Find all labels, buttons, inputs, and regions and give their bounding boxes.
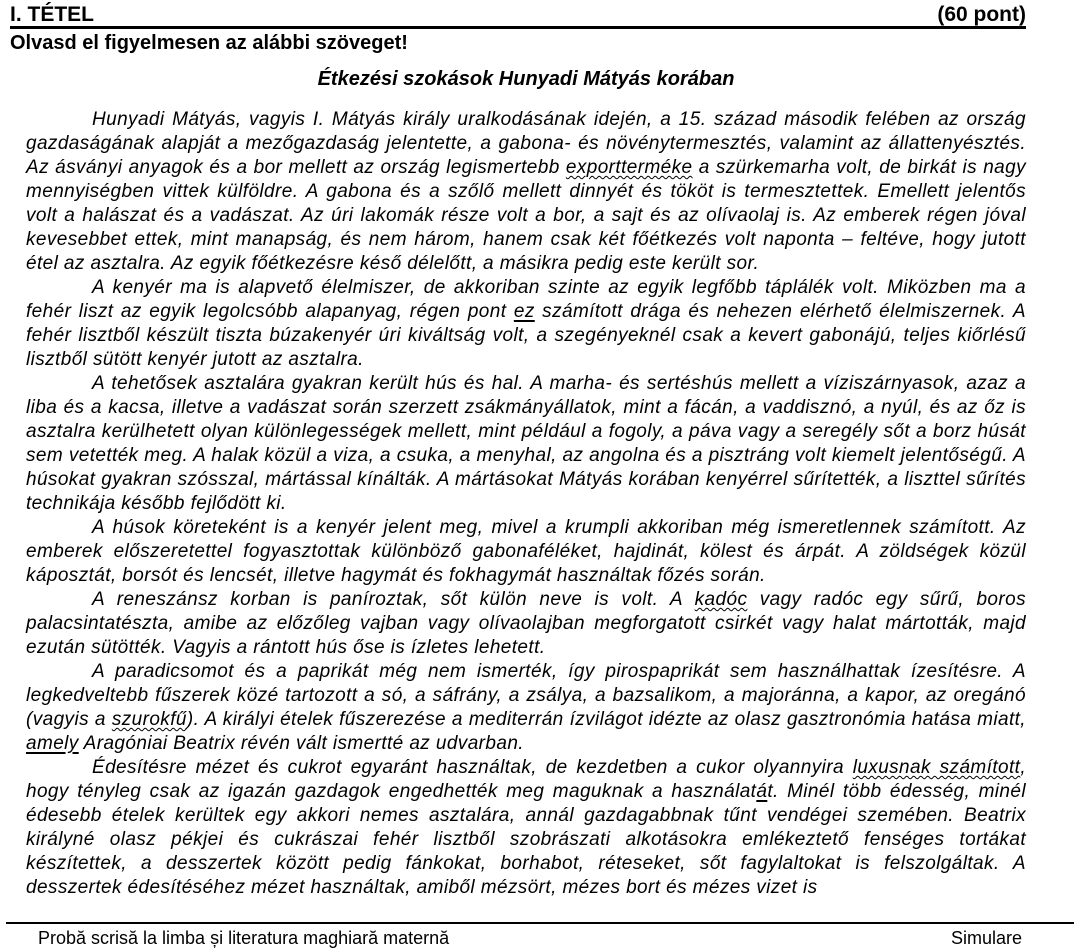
paragraph xyxy=(26,108,1026,276)
text-run: ). A királyi ételek fűszerezése a mediterrán ízvilágot idézte az olasz gasztronómia hatása miatt, xyxy=(186,709,1026,730)
text-run: számított drága és nehezen elérhető élelmiszernek. A fehér lisztből készült tiszta búzakenyér úri kiváltság volt, a szegényeknél csak a kevert gabonájú, teljes kiőrlésű lisztből sütött kenyér jutott az asztalra. xyxy=(26,301,1026,370)
wavy-underlined-term: exportterméke xyxy=(565,157,693,178)
text-title: Étkezési szokások Hunyadi Mátyás korában xyxy=(317,68,735,90)
text-run: Édesítésre mézet és cukrot egyaránt használtak, de kezdetben a cukor olyannyira xyxy=(92,757,853,778)
paragraph xyxy=(26,756,1026,900)
section-title: I. TÉTEL xyxy=(10,3,94,26)
underlined-term: amely xyxy=(26,733,79,754)
instruction-text: Olvasd el figyelmesen az alábbi szöveget! xyxy=(10,32,408,54)
paragraph xyxy=(26,588,1026,660)
text-run: a szürkemarha volt, de birkát is nagy mennyiségben vittek külföldre. A gabona és a szőlő mellett dinnyét és tököt is termesztettek. Emellett jelentős volt a halászat és a vadászat. Az úri lakomák része volt a bor, a sajt és az olívaolaj is. Az emberek régen jóval kevesebbet ettek, mint manapság, és nem három, hanem csak két főétkezés volt naponta – feltéve, hogy jutott étel az asztalra. Az egyik főétkezésre késő délelőtt, a másikra pedig este került sor. xyxy=(26,157,1026,274)
wavy-underlined-term: kadóc xyxy=(694,589,748,610)
text-run: A reneszánsz korban is paníroztak, sőt külön neve is volt. A xyxy=(92,589,695,610)
footer-text-row xyxy=(0,924,1080,948)
text-run: A tehetősek asztalára gyakran került hús és hal. A marha- és sertéshús mellett a víziszárnyasok, azaz a liba és a kacsa, illetve a vadászat során szerzett zsákmányállatok, mint a fácán, a vaddisznó, a nyúl, és az őz is asztalra kerülhetett olyan különlegességek mellett, mint például a fogoly, a páva vagy a seregély sőt a borz húsát sem vetették meg. A halak közül a viza, a csuka, a menyhal, az angolna és a pisztráng volt kiemelt jelentőségű. A húsokat gyakran szósszal, mártással kínálták. A mártásokat Mátyás korában kenyérrel sűrítették, a liszttel sűrítés technikája később fejlődött ki. xyxy=(26,373,1026,514)
text-run: Aragóniai Beatrix révén vált ismertté az udvarban. xyxy=(78,733,524,754)
text-run: A paradicsomot és a paprikát még nem ismerték, így pirospaprikát sem használhattak ízesítésre. A legkedveltebb fűszerek közé tartozott a só, a sáfrány, a zsálya, a bazsalikom, a majoránna, a kapor, az oregánó (vagyis a xyxy=(26,661,1026,730)
document-body xyxy=(26,108,1026,900)
wavy-underlined-term: szurokfű xyxy=(111,709,187,730)
text-run: , hogy tényleg csak az igazán gazdagok engedhették meg maguknak a használat xyxy=(26,757,1027,802)
points-label: (60 pont) xyxy=(937,3,1026,26)
wavy-underlined-term: luxusnak számított xyxy=(852,757,1021,778)
footer-session-label: Simulare xyxy=(950,928,1022,948)
section-header xyxy=(10,0,1026,29)
paragraph xyxy=(26,372,1026,516)
page-footer xyxy=(0,922,1080,950)
text-run: vagy radóc egy sűrű, boros palacsintatészta, amibe az előzőleg vajban vagy olívaolajban megforgatott csirkét vagy halat mártották, majd ezután sütötték. Vagyis a rántott hús őse is ízletes lehetett. xyxy=(26,589,1026,658)
footer-exam-name: Probă scrisă la limba și literatura maghiară maternă xyxy=(38,928,450,948)
paragraph xyxy=(26,660,1026,756)
paragraph xyxy=(26,276,1026,372)
paragraph xyxy=(26,516,1026,588)
text-run: t. Minél több édesség, minél édesebb ételek kerültek egy akkori nemes asztalára, annál gazdagabbnak tűnt vendégei szemében. Beatrix királyné olasz pékjei és cukrászai fehér lisztből szobrászati alkotásokra emlékeztető fenséges tortákat készítettek, a desszertek között pedig fánkokat, borhabot, réteseket, sőt fagylaltokat is felszolgáltak. A desszertek édesítéséhez mézet használtak, amiből mézsört, mézes bort és mézes vizet is xyxy=(26,781,1026,898)
underlined-term: ez xyxy=(513,301,535,322)
text-run: A kenyér ma is alapvető élelmiszer, de akkoriban szinte az egyik legfőbb táplálék volt. Miközben ma a fehér liszt az egyik legolcsóbb alapanyag, régen pont xyxy=(26,277,1026,322)
text-run: A húsok köreteként is a kenyér jelent meg, mivel a krumpli akkoriban még ismeretlennek számított. Az emberek előszeretettel fogyasztottak különböző gabonaféléket, hajdinát, kölest és árpát. A zöldségek közül káposztát, borsót és lencsét, illetve hagymát és fokhagymát használtak főzés során. xyxy=(26,517,1026,586)
text-run: Hunyadi Mátyás, vagyis I. Mátyás király uralkodásának idején, a 15. század második felében az ország gazdaságának alapját a mezőgazdaság jelentette, a gabona- és növénytermesztés, valamint az állattenyésztés. Az ásványi anyagok és a bor mellett az ország legismertebb xyxy=(26,109,1026,178)
underlined-term: á xyxy=(756,781,768,802)
